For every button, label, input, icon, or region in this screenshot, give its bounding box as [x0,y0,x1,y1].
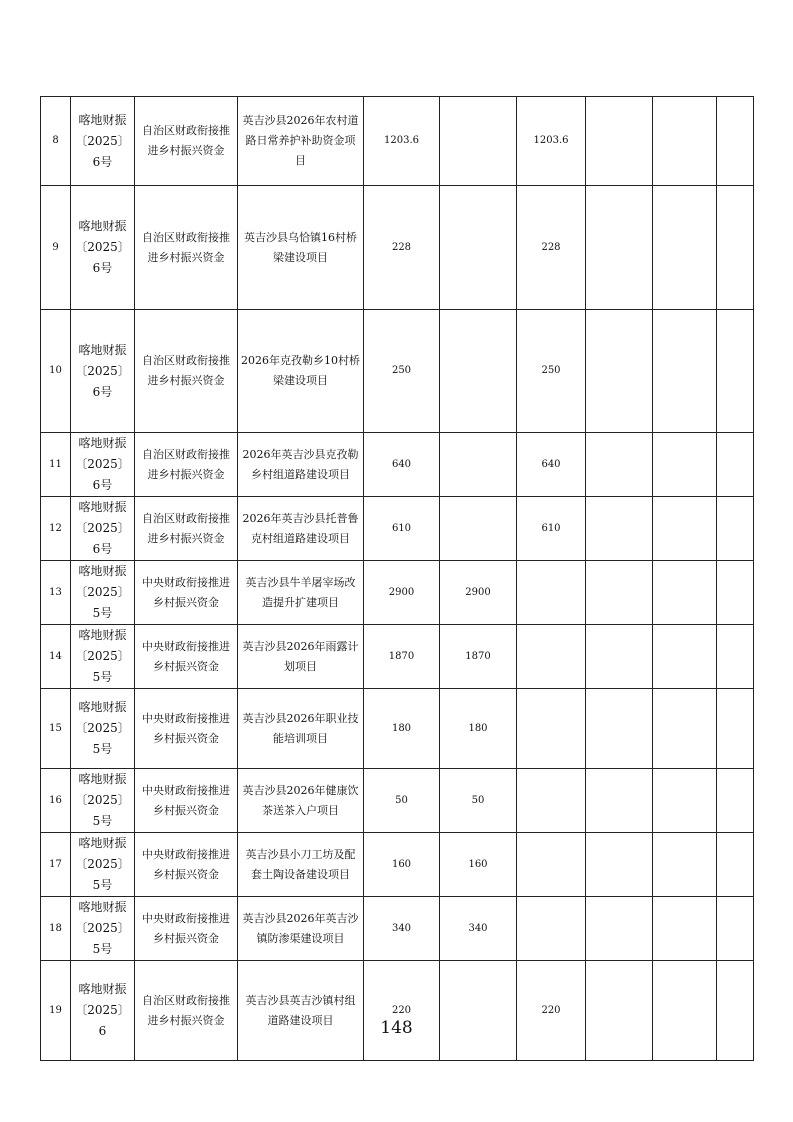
document-number-cell: 喀地财振〔2025〕6 [71,961,135,1061]
table-row [41,310,754,433]
table-row [41,433,754,497]
document-number-cell: 喀地财振〔2025〕5号 [71,561,135,625]
empty-cell [653,497,717,561]
central-fund-amount-cell [440,497,517,561]
project-name-cell: 2026年克孜勒乡10村桥梁建设项目 [238,310,364,433]
empty-cell [586,689,653,769]
project-name-cell: 英吉沙县英吉沙镇村组道路建设项目 [238,961,364,1061]
row-number-cell: 18 [41,897,71,961]
empty-cell [717,625,754,689]
empty-cell [653,689,717,769]
total-amount-cell: 228 [364,186,440,310]
document-number-cell: 喀地财振〔2025〕5号 [71,689,135,769]
project-name-cell: 2026年英吉沙县克孜勒乡村组道路建设项目 [238,433,364,497]
empty-cell [653,961,717,1061]
total-amount-cell: 640 [364,433,440,497]
table-row [41,833,754,897]
empty-cell [717,186,754,310]
table-row [41,961,754,1061]
row-number-cell: 11 [41,433,71,497]
table-row [41,897,754,961]
row-number-cell: 19 [41,961,71,1061]
fund-source-cell: 中央财政衔接推进乡村振兴资金 [135,561,238,625]
autonomous-region-fund-amount-cell [517,897,586,961]
table-row [41,769,754,833]
total-amount-cell: 180 [364,689,440,769]
fund-source-cell: 自治区财政衔接推进乡村振兴资金 [135,97,238,186]
row-number-cell: 13 [41,561,71,625]
row-number-cell: 8 [41,97,71,186]
empty-cell [717,561,754,625]
fund-source-cell: 自治区财政衔接推进乡村振兴资金 [135,310,238,433]
empty-cell [586,497,653,561]
empty-cell [717,897,754,961]
central-fund-amount-cell: 340 [440,897,517,961]
autonomous-region-fund-amount-cell: 220 [517,961,586,1061]
page-number: 148 [380,1018,413,1038]
central-fund-amount-cell: 180 [440,689,517,769]
row-number-cell: 15 [41,689,71,769]
central-fund-amount-cell: 50 [440,769,517,833]
document-number-cell: 喀地财振〔2025〕5号 [71,897,135,961]
document-number-cell: 喀地财振〔2025〕6号 [71,310,135,433]
project-name-cell: 英吉沙县小刀工坊及配套土陶设备建设项目 [238,833,364,897]
table-row [41,625,754,689]
fund-source-cell: 自治区财政衔接推进乡村振兴资金 [135,497,238,561]
total-amount-cell: 610 [364,497,440,561]
document-number-cell: 喀地财振〔2025〕5号 [71,625,135,689]
table-row [41,497,754,561]
empty-cell [653,186,717,310]
empty-cell [586,310,653,433]
fund-source-cell: 自治区财政衔接推进乡村振兴资金 [135,961,238,1061]
total-amount-cell: 160 [364,833,440,897]
empty-cell [717,961,754,1061]
table-body [41,97,754,1061]
total-amount-cell: 2900 [364,561,440,625]
empty-cell [586,97,653,186]
empty-cell [586,769,653,833]
central-fund-amount-cell: 2900 [440,561,517,625]
autonomous-region-fund-amount-cell: 228 [517,186,586,310]
empty-cell [653,833,717,897]
empty-cell [717,433,754,497]
empty-cell [717,833,754,897]
fund-source-cell: 中央财政衔接推进乡村振兴资金 [135,625,238,689]
total-amount-cell: 340 [364,897,440,961]
autonomous-region-fund-amount-cell [517,833,586,897]
project-name-cell: 英吉沙县乌恰镇16村桥梁建设项目 [238,186,364,310]
autonomous-region-fund-amount-cell: 1203.6 [517,97,586,186]
project-name-cell: 英吉沙县牛羊屠宰场改造提升扩建项目 [238,561,364,625]
central-fund-amount-cell [440,961,517,1061]
empty-cell [586,833,653,897]
project-name-cell: 英吉沙县2026年农村道路日常养护补助资金项目 [238,97,364,186]
fund-source-cell: 中央财政衔接推进乡村振兴资金 [135,769,238,833]
autonomous-region-fund-amount-cell [517,769,586,833]
empty-cell [653,310,717,433]
total-amount-cell: 1203.6 [364,97,440,186]
empty-cell [653,769,717,833]
autonomous-region-fund-amount-cell: 250 [517,310,586,433]
empty-cell [717,497,754,561]
empty-cell [586,561,653,625]
total-amount-cell: 250 [364,310,440,433]
central-fund-amount-cell [440,186,517,310]
central-fund-amount-cell [440,310,517,433]
central-fund-amount-cell [440,97,517,186]
empty-cell [586,186,653,310]
document-number-cell: 喀地财振〔2025〕5号 [71,833,135,897]
autonomous-region-fund-amount-cell [517,689,586,769]
project-name-cell: 英吉沙县2026年健康饮茶送茶入户项目 [238,769,364,833]
document-number-cell: 喀地财振〔2025〕6号 [71,497,135,561]
empty-cell [586,897,653,961]
table-row [41,97,754,186]
central-fund-amount-cell: 160 [440,833,517,897]
row-number-cell: 17 [41,833,71,897]
document-number-cell: 喀地财振〔2025〕6号 [71,186,135,310]
document-number-cell: 喀地财振〔2025〕6号 [71,433,135,497]
autonomous-region-fund-amount-cell [517,625,586,689]
autonomous-region-fund-amount-cell: 640 [517,433,586,497]
fund-source-cell: 自治区财政衔接推进乡村振兴资金 [135,186,238,310]
row-number-cell: 16 [41,769,71,833]
empty-cell [653,561,717,625]
total-amount-cell: 1870 [364,625,440,689]
document-number-cell: 喀地财振〔2025〕6号 [71,97,135,186]
row-number-cell: 14 [41,625,71,689]
row-number-cell: 12 [41,497,71,561]
empty-cell [586,433,653,497]
row-number-cell: 10 [41,310,71,433]
empty-cell [717,310,754,433]
empty-cell [653,97,717,186]
table-row [41,186,754,310]
total-amount-cell: 50 [364,769,440,833]
document-number-cell: 喀地财振〔2025〕5号 [71,769,135,833]
table-row [41,561,754,625]
autonomous-region-fund-amount-cell [517,561,586,625]
empty-cell [717,689,754,769]
central-fund-amount-cell [440,433,517,497]
empty-cell [717,769,754,833]
total-amount-cell: 220 [364,961,440,1061]
empty-cell [653,625,717,689]
empty-cell [586,625,653,689]
row-number-cell: 9 [41,186,71,310]
fund-source-cell: 中央财政衔接推进乡村振兴资金 [135,897,238,961]
table-row [41,689,754,769]
empty-cell [586,961,653,1061]
fund-source-cell: 中央财政衔接推进乡村振兴资金 [135,833,238,897]
funding-table [40,96,754,1061]
empty-cell [653,433,717,497]
project-name-cell: 英吉沙县2026年雨露计划项目 [238,625,364,689]
empty-cell [717,97,754,186]
central-fund-amount-cell: 1870 [440,625,517,689]
project-name-cell: 2026年英吉沙县托普鲁克村组道路建设项目 [238,497,364,561]
fund-source-cell: 中央财政衔接推进乡村振兴资金 [135,689,238,769]
project-name-cell: 英吉沙县2026年职业技能培训项目 [238,689,364,769]
fund-source-cell: 自治区财政衔接推进乡村振兴资金 [135,433,238,497]
autonomous-region-fund-amount-cell: 610 [517,497,586,561]
empty-cell [653,897,717,961]
project-name-cell: 英吉沙县2026年英吉沙镇防渗渠建设项目 [238,897,364,961]
